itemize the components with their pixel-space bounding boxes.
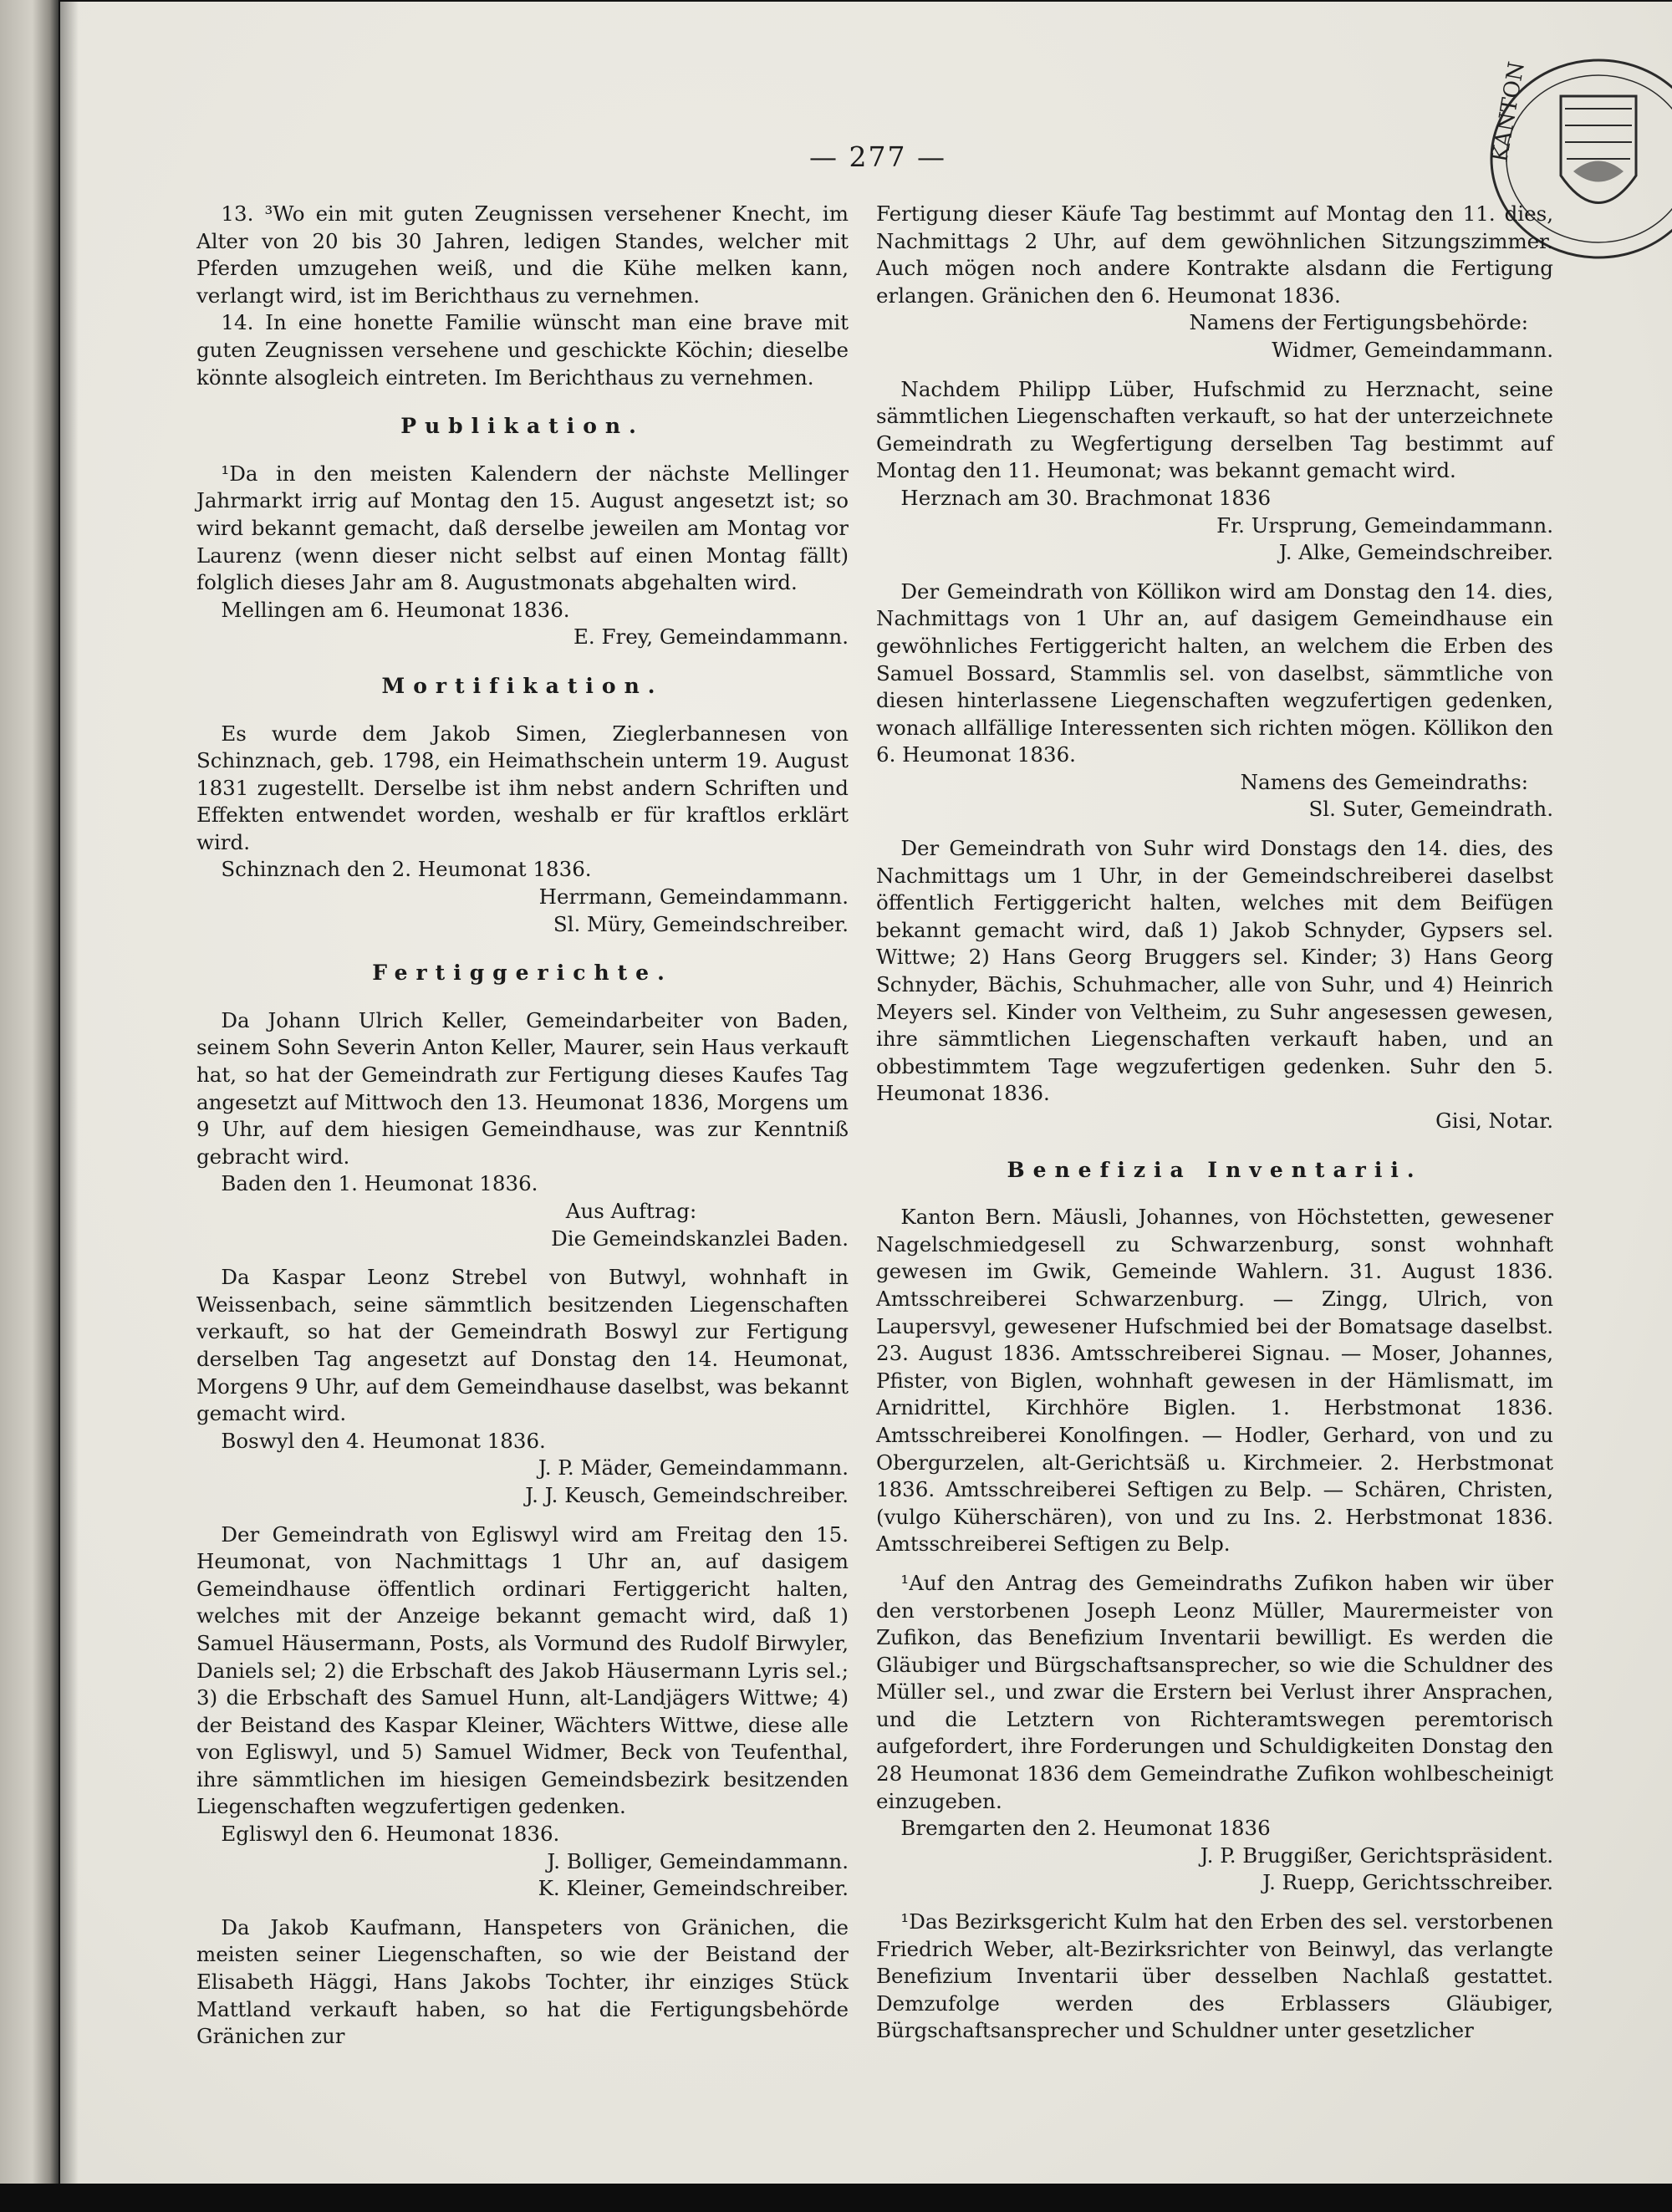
benefizia-zufikon-signature-2: J. Ruepp, Gerichtsschreiber. (1262, 1870, 1553, 1895)
ad-13: 13. ³Wo ein mit guten Zeugnissen versehener Knecht, im Alter von 20 bis 30 Jahren, ledigen Standes, welcher mit Pferden umzugehen weiß, und die Kühe melken kann, verlangt wird, ist im Berichthaus zu vernehmen. (196, 201, 849, 308)
fertiggericht-notice-2-date: Boswyl den 4. Heumonat 1836. (221, 1428, 546, 1453)
fertiggericht-notice-7-signature: Gisi, Notar. (1435, 1109, 1553, 1133)
heading-mortifikation: Mortifikation. (381, 673, 664, 698)
fertiggericht-notice-5-signature-1: Fr. Ursprung, Gemeindammann. (1216, 512, 1553, 538)
fertiggericht-notice-2-signature-1: J. P. Mäder, Gemeindammann. (538, 1455, 849, 1481)
notice-4-continuation: Fertigung dieser Käufe Tag bestimmt auf Montag den 11. dies, Nachmittags 2 Uhr, auf dem gewöhnlichen Sitzungszimmer. Auch mögen noch andere Kontrakte alsdann die Fertigung erlangen. Gränichen den 6. Heumonat 1836. (876, 201, 1553, 308)
mortifikation-signature-1: Herrmann, Gemeindammann. (538, 884, 849, 910)
ad-14: 14. In eine honette Familie wünscht man eine brave mit guten Zeugnissen versehene und geschickte Köchin; dieselbe könnte alsogleich eintreten. Im Berichthaus zu vernehmen. (196, 310, 849, 390)
notice-4-namens: Namens der Fertigungsbehörde: (1189, 310, 1528, 335)
benefizia-zufikon-signature-1: J. P. Bruggißer, Gerichtspräsident. (1200, 1842, 1553, 1868)
mortifikation-text: Es wurde dem Jakob Simen, Zieglerbannesen von Schinznach, geb. 1798, ein Heimathschein unterm 19. August 1831 zugestellt. Derselbe ist ihm nebst andern Schriften und Effekten entwendet worden, weshalb er für kraftlos erklärt wird. (196, 721, 849, 854)
heading-publikation: Publikation. (400, 414, 645, 439)
fertiggericht-notice-3-signature-1: J. Bolliger, Gemeindammann. (547, 1848, 849, 1873)
fertiggericht-notice-2: Da Kaspar Leonz Strebel von Butwyl, wohnhaft in Weissenbach, seine sämmtlich besitzenden Liegenschaften verkauft, so hat der Gemeindrath Boswyl zur Fertigung derselben Tag angesetzt auf Donstag den 14. Heumonat, Morgens 9 Uhr, auf dem Gemeindhause daselbst, was bekannt gemacht wird. (196, 1265, 849, 1426)
benefizia-kanton-bern: Kanton Bern. Mäusli, Johannes, von Höchstetten, gewesener Nagelschmiedgesell zu Schwarzenburg, sonst wohnhaft gewesen im Gwik, Gemeinde Wahlern. 31. August 1836. Amtsschreiberei Schwarzenburg. — Zingg, Ulrich, von Laupersvyl, gewesener Hufschmied bei der Bomatsage daselbst. 23. August 1836. Amtsschreiberei Signau. — Moser, Johannes, Pfister, von Biglen, wohnhaft gewesen in der Hämlismatt, im Arnidrittel, Kirchhöre Biglen. 1. Herbstmonat 1836. Amtsschreiberei Konolfingen. — Hodler, Gerhard, von und zu Obergurzelen, alt-Gerichtsäß u. Kirchmeier. 2. Herbstmonat 1836. Amtsschreiberei Seftigen zu Belp. — Schären, Christen, (vulgo Küherschären), von und zu Ins. 2. Herbstmonat 1836. Amtsschreiberei Seftigen zu Belp. (876, 1205, 1553, 1557)
right-column (876, 201, 1553, 2045)
bottom-strip (0, 2184, 1672, 2212)
left-column (196, 201, 849, 2051)
fertiggericht-notice-7: Der Gemeindrath von Suhr wird Donstags den 14. dies, des Nachmittags um 1 Uhr, in der Gemeindschreiberei daselbst öffentlich Fertiggericht halten, welches mit dem Beifügen bekannt gemacht wird, daß 1) Jakob Schnyder, Gypsers sel. Wittwe; 2) Hans Georg Bruggers sel. Kinder; 3) Hans Georg Schnyder, Bächis, Schuhmacher, alle von Suhr, und 4) Heinrich Meyers sel. Kinder von Veltheim, zu Suhr angesessen gewesen, ihre sämmtlichen Liegenschaften verkauft haben, und an obbestimmtem Tage wegzufertigen gedenken. Suhr den 5. Heumonat 1836. (876, 836, 1553, 1106)
publikation-date: Mellingen am 6. Heumonat 1836. (221, 597, 570, 622)
fertiggericht-notice-3-date: Egliswyl den 6. Heumonat 1836. (221, 1822, 560, 1847)
heading-fertiggerichte: Fertiggerichte. (372, 961, 673, 986)
publikation-signature: E. Frey, Gemeindammann. (573, 624, 849, 650)
fertiggericht-notice-5-signature-2: J. Alke, Gemeindschreiber. (1278, 540, 1553, 565)
fertiggericht-notice-1-auftrag: Aus Auftrag: (565, 1199, 697, 1223)
mortifikation-date: Schinznach den 2. Heumonat 1836. (221, 857, 592, 882)
gutter-shadow (60, 2, 79, 2184)
notice-4-signature: Widmer, Gemeindammann. (1272, 337, 1553, 362)
fertiggericht-notice-1-date: Baden den 1. Heumonat 1836. (221, 1171, 538, 1196)
fertiggericht-notice-4: Da Jakob Kaufmann, Hanspeters von Gränichen, die meisten seiner Liegenschaften, so wie der Beistand der Elisabeth Häggi, Hans Jakobs Tochter, ihr einziges Stück Mattland verkauft haben, so hat die Fertigungsbehörde Gränichen zur (196, 1914, 849, 2049)
previous-page-edge (0, 0, 59, 2212)
publikation-text: ¹Da in den meisten Kalendern der nächste Mellinger Jahrmarkt irrig auf Montag den 15. August angesetzt ist; so wird bekannt gemacht, daß derselbe jeweilen am Montag vor Laurenz (wenn dieser nicht selbst auf einen Montag fällt) folglich dieses Jahr am 8. Augustmonats abgehalten wird. (196, 461, 849, 595)
benefizia-zufikon: ¹Auf den Antrag des Gemeindraths Zufikon haben wir über den verstorbenen Joseph Leonz Müller, Maurermeister von Zufikon, das Benefizium Inventarii bewilligt. Es werden die Gläubiger und Bürgschaftsansprecher, so wie die Schuldner des Müller sel., und zwar die Erstern bei Verlust ihrer Ansprachen, und die Letztern von Richteramtswegen peremtorisch aufgefordert, ihre Forderungen und Schuldigkeiten Donstag den 28 Heumonat 1836 dem Gemeindrathe Zufikon wohlbescheinigt einzugeben. (876, 1570, 1553, 1813)
fertiggericht-notice-6-namens: Namens des Gemeindraths: (1240, 769, 1528, 794)
fertiggericht-notice-5-date: Herznach am 30. Brachmonat 1836 (900, 485, 1272, 510)
mortifikation-signature-2: Sl. Müry, Gemeindschreiber. (553, 911, 849, 936)
fertiggericht-notice-3-signature-2: K. Kleiner, Gemeindschreiber. (538, 1876, 849, 1901)
svg-text:KANTON: KANTON (1487, 59, 1530, 165)
benefizia-kulm: ¹Das Bezirksgericht Kulm hat den Erben des sel. verstorbenen Friedrich Weber, alt-Bezirksrichter von Beinwyl, das verlangte Benefizium Inventarii über desselben Nachlaß gestattet. Demzufolge werden des Erblassers Gläubiger, Bürgschaftsansprecher und Schuldner unter gesetzlicher (876, 1909, 1553, 2043)
benefizia-zufikon-date: Bremgarten den 2. Heumonat 1836 (900, 1816, 1271, 1841)
page-number: — 277 — (809, 140, 946, 173)
fertiggericht-notice-6: Der Gemeindrath von Köllikon wird am Donstag den 14. dies, Nachmittags von 1 Uhr an, auf dasigem Gemeindhause ein gewöhnliches Fertiggericht halten, an welchem die Erben des Samuel Bossard, Stammlis sel. von daselbst, sämmtliche von diesen hinterlassene Liegenschaften wegzufertigen gedenken, wonach allfällige Interessenten sich richten mögen. Köllikon den 6. Heumonat 1836. (876, 578, 1553, 767)
fertiggericht-notice-2-signature-2: J. J. Keusch, Gemeindschreiber. (525, 1482, 849, 1507)
fertiggericht-notice-1: Da Johann Ulrich Keller, Gemeindarbeiter von Baden, seinem Sohn Severin Anton Keller, Maurer, sein Haus verkauft hat, so hat der Gemeindrath zur Fertigung dieses Kaufes Tag angesetzt auf Mittwoch den 13. Heumonat 1836, Morgens um 9 Uhr, auf dem hiesigen Gemeindhause, was zur Kenntniß gebracht wird. (196, 1007, 849, 1169)
fertiggericht-notice-5: Nachdem Philipp Lüber, Hufschmid zu Herznacht, seine sämmtlichen Liegenschaften verkauft, so hat der unterzeichnete Gemeindrath zu Wegfertigung derselben Tag bestimmt auf Montag den 11. Heumonat; was bekannt gemacht wird. (876, 376, 1553, 483)
heading-benefizia: Benefizia Inventarii. (1007, 1157, 1423, 1182)
fertiggericht-notice-3: Der Gemeindrath von Egliswyl wird am Freitag den 15. Heumonat, von Nachmittags 1 Uhr an, auf dasigem Gemeindhause öffentlich ordinari Fertiggericht halten, welches mit der Anzeige bekannt gemacht wird, daß 1) Samuel Häusermann, Posts, als Vormund des Rudolf Birwyler, Daniels sel; 2) die Erbschaft des Jakob Häusermann Lyris sel.; 3) die Erbschaft des Samuel Hunn, alt-Landjägers Wittwe; 4) der Beistand des Kaspar Kleiner, Wächters Wittwe, diese alle von Egliswyl, und 5) Samuel Widmer, Beck von Teufenthal, ihre sämmtlichen im hiesigen Gemeindsbezirk besitzenden Liegenschaften wegzufertigen gedenken. (196, 1521, 849, 1819)
fertiggericht-notice-1-signature: Die Gemeindskanzlei Baden. (551, 1226, 849, 1251)
fertiggericht-notice-6-signature: Sl. Suter, Gemeindrath. (1308, 797, 1553, 822)
